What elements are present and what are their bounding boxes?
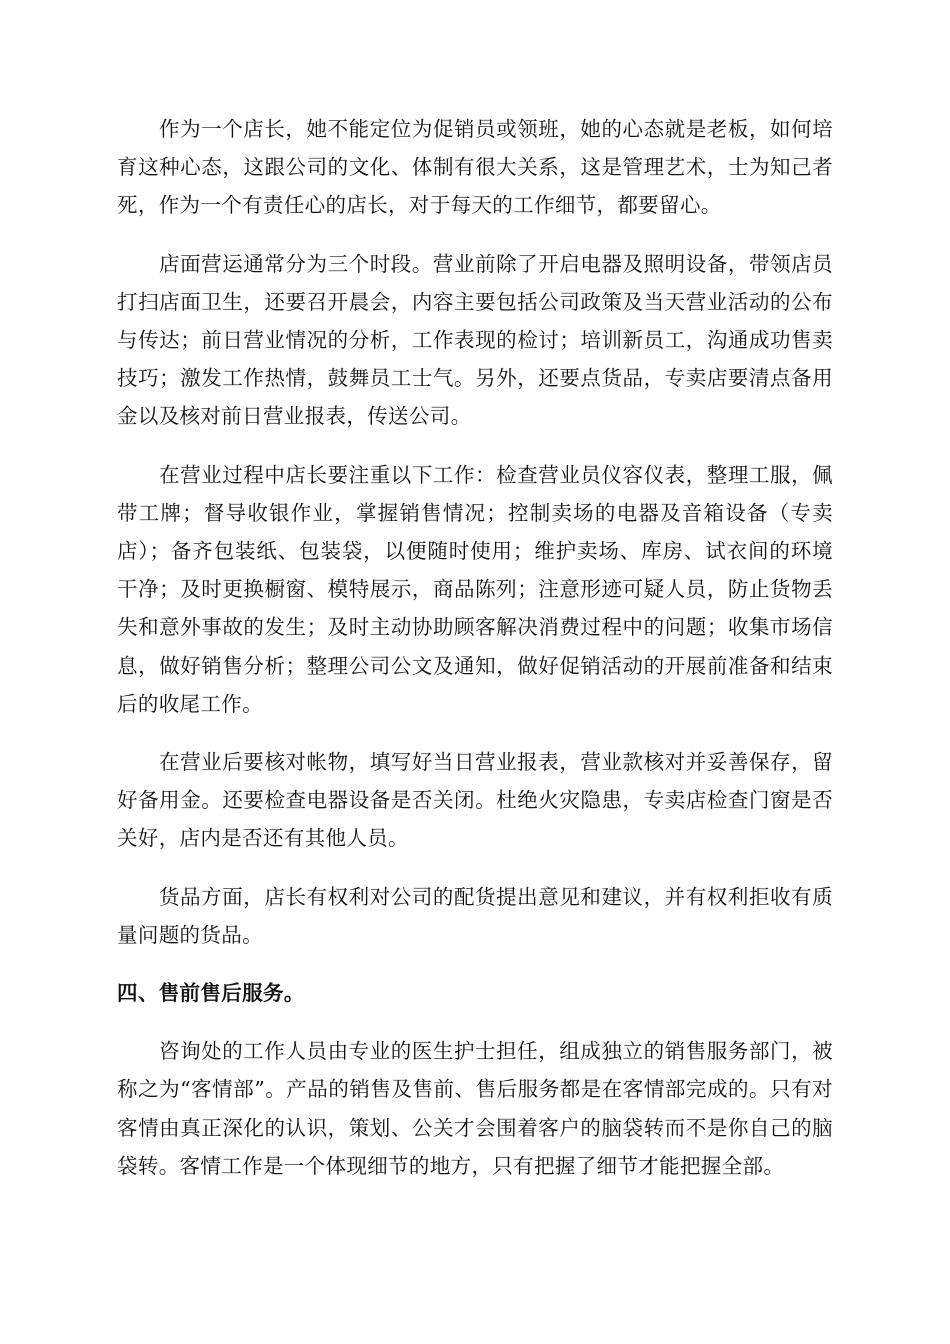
document-page [117, 110, 833, 1205]
paragraph-store-manager-mindset: 作为一个店长，她不能定位为促销员或领班，她的心态就是老板，如何培育这种心态，这跟公司的文化、体制有很大关系，这是管理艺术，士为知己者死，作为一个有责任心的店长，对于每天的工作细节，都要留心。 [117, 117, 833, 218]
paragraph-store-operation-periods: 店面营运通常分为三个时段。营业前除了开启电器及照明设备，带领店员打扫店面卫生，还要召开晨会，内容主要包括公司政策及当天营业活动的公布与传达；前日营业情况的分析，工作表现的检讨；培训新员工，沟通成功售卖技巧；激发工作热情，鼓舞员工士气。另外，还要点货品，专卖店要清点备用金以及核对前日营业报表，传送公司。 [117, 251, 833, 429]
paragraph-goods-rights: 货品方面，店长有权利对公司的配货提出意见和建议，并有权利拒收有质量问题的货品。 [117, 884, 833, 947]
paragraph-after-business-duties: 在营业后要核对帐物，填写好当日营业报表，营业款核对并妥善保存，留好备用金。还要检查电器设备是否关闭。杜绝火灾隐患，专卖店检查门窗是否关好，店内是否还有其他人员。 [117, 750, 833, 851]
paragraph-during-business-duties: 在营业过程中店长要注重以下工作：检查营业员仪容仪表，整理工服，佩带工牌；督导收银作业，掌握销售情况；控制卖场的电器及音箱设备（专卖店）；备齐包装纸、包装袋，以便随时使用；维护卖场、库房、试衣间的环境干净；及时更换橱窗、模特展示，商品陈列；注意形迹可疑人员，防止货物丢失和意外事故的发生；及时主动协助顾客解决消费过程中的问题；收集市场信息，做好销售分析；整理公司公文及通知，做好促销活动的开展前准备和结束后的收尾工作。 [117, 462, 833, 716]
section-heading: 四、售前售后服务。 [117, 981, 305, 1006]
paragraph-customer-service-dept: 咨询处的工作人员由专业的医生护士担任，组成独立的销售服务部门，被称之为“客情部”。产品的销售及售前、售后服务都是在客情部完成的。只有对客情由真正深化的认识，策划、公关才会围着客户的脑袋转而不是你自己的脑袋转。客情工作是一个体现细节的地方，只有把握了细节才能把握全部。 [117, 1039, 833, 1178]
